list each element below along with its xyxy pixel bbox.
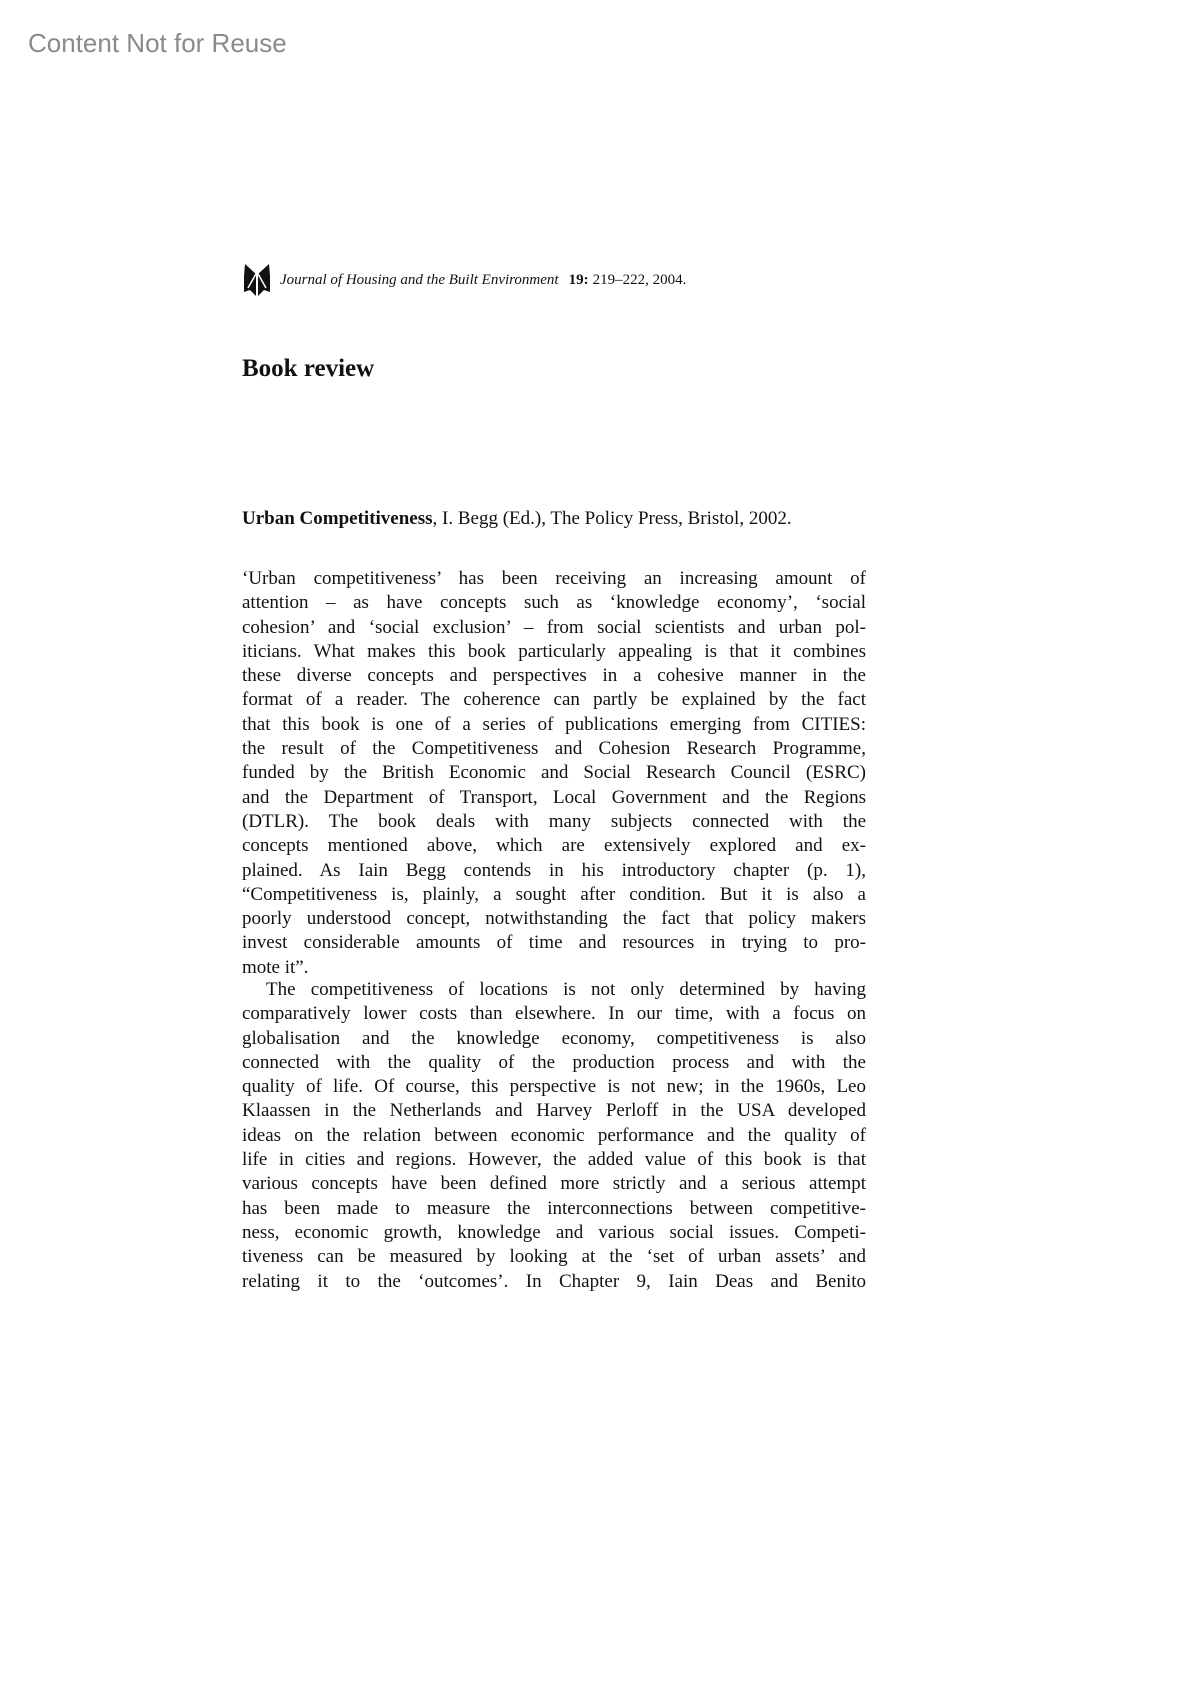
text-line: and the Department of Transport, Local Government and the Regions [242, 786, 866, 808]
text-line: connected with the quality of the production process and with the [242, 1051, 866, 1073]
text-line: relating it to the ‘outcomes’. In Chapter 9, Iain Deas and Benito [242, 1270, 866, 1292]
text-line: quality of life. Of course, this perspective is not new; in the 1960s, Leo [242, 1076, 866, 1098]
text-line: comparatively lower costs than elsewhere. In our time, with a focus on [242, 1003, 866, 1025]
text-line: cohesion’ and ‘social exclusion’ – from social scientists and urban pol- [242, 616, 866, 638]
text-line: the result of the Competitiveness and Cohesion Research Programme, [242, 738, 866, 760]
text-line: plained. As Iain Begg contends in his introductory chapter (p. 1), [242, 859, 866, 881]
publisher-logo-icon [242, 262, 272, 298]
journal-volume: 19: [568, 271, 589, 288]
text-line: Klaassen in the Netherlands and Harvey Perloff in the USA developed [242, 1100, 866, 1122]
text-line: (DTLR). The book deals with many subjects connected with the [242, 810, 866, 832]
paragraph-2 [242, 978, 866, 1294]
text-line: iticians. What makes this book particularly appealing is that it combines [242, 640, 866, 662]
text-line: poorly understood concept, notwithstanding the fact that policy makers [242, 908, 866, 930]
text-line: concepts mentioned above, which are extensively explored and ex- [242, 835, 866, 857]
text-line: “Competitiveness is, plainly, a sought after condition. But it is also a [242, 883, 866, 905]
text-line: these diverse concepts and perspectives in a cohesive manner in the [242, 665, 866, 687]
text-line: funded by the British Economic and Social Research Council (ESRC) [242, 762, 866, 784]
text-line: format of a reader. The coherence can partly be explained by the fact [242, 689, 866, 711]
paragraph-1 [242, 567, 866, 980]
text-line: mote it”. [242, 956, 309, 978]
text-line: attention – as have concepts such as ‘knowledge economy’, ‘social [242, 592, 866, 614]
journal-header [242, 262, 686, 298]
text-line: various concepts have been defined more strictly and a serious attempt [242, 1173, 866, 1195]
text-line: The competitiveness of locations is not only determined by having [266, 979, 866, 1000]
journal-pages-year: 219–222, 2004. [592, 271, 687, 288]
text-line: that this book is one of a series of publications emerging from CITIES: [242, 713, 866, 735]
text-line: has been made to measure the interconnections between competitive- [242, 1197, 866, 1219]
text-line: ‘Urban competitiveness’ has been receiving an increasing amount of [242, 568, 866, 589]
book-title: Urban Competitiveness [242, 508, 433, 529]
text-line: ness, economic growth, knowledge and various social issues. Competi- [242, 1221, 866, 1243]
section-title: Book review [242, 355, 375, 382]
text-line: tiveness can be measured by looking at the ‘set of urban assets’ and [242, 1246, 866, 1268]
text-line: life in cities and regions. However, the added value of this book is that [242, 1149, 866, 1171]
text-line: globalisation and the knowledge economy, competitiveness is also [242, 1027, 866, 1049]
journal-name: Journal of Housing and the Built Environment [280, 271, 559, 288]
text-line: invest considerable amounts of time and resources in trying to pro- [242, 932, 866, 954]
book-details: , I. Begg (Ed.), The Policy Press, Bristol, 2002. [432, 508, 792, 529]
watermark: Content Not for Reuse [28, 28, 287, 58]
book-citation [242, 508, 792, 530]
text-line: ideas on the relation between economic performance and the quality of [242, 1124, 866, 1146]
